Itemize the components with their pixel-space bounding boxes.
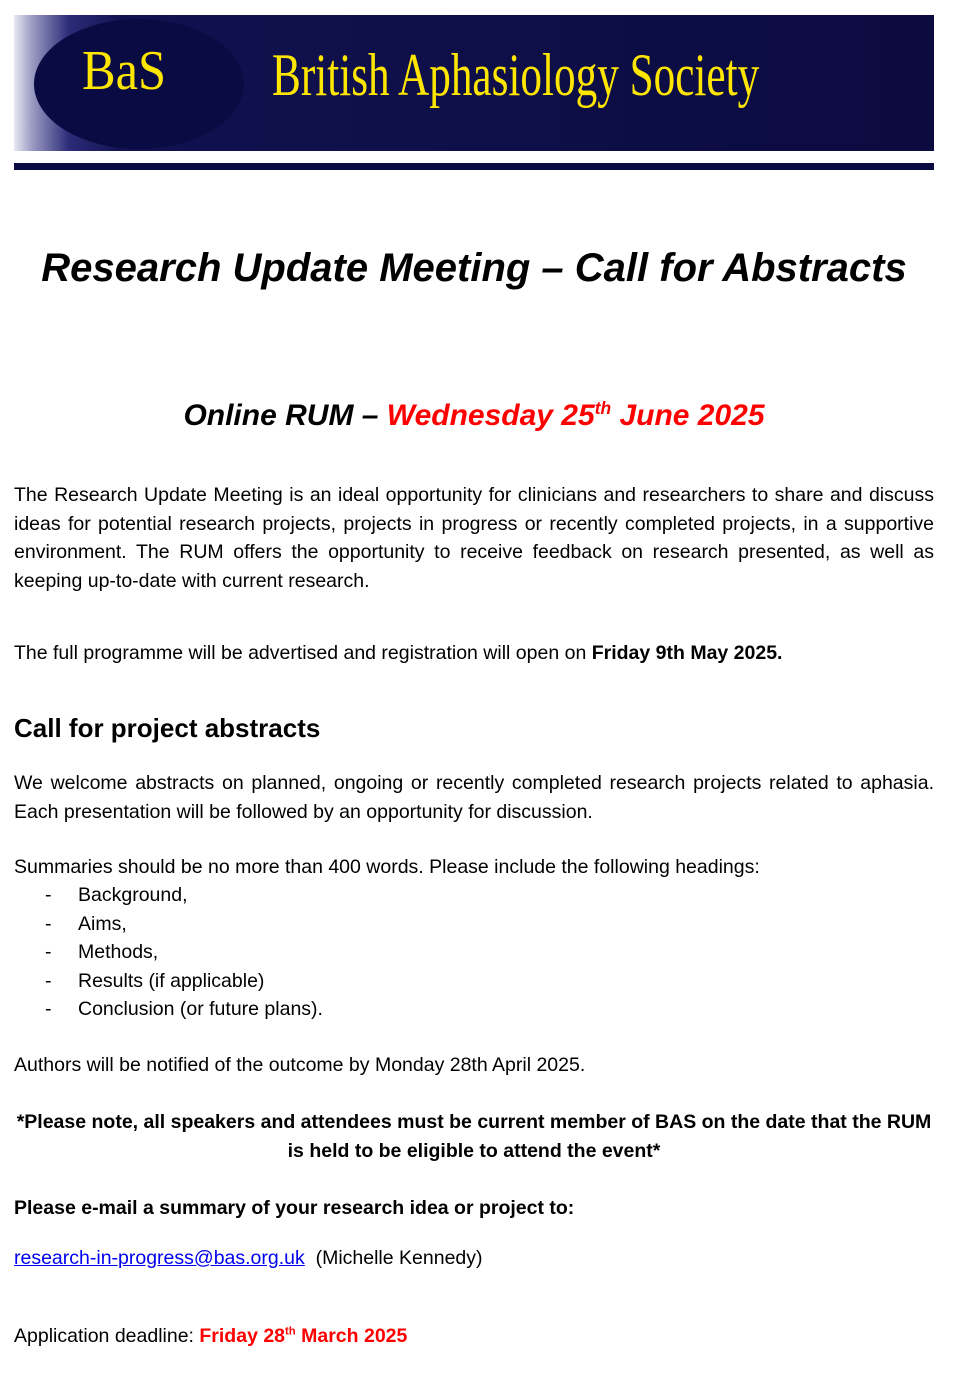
deadline-line <box>14 1322 934 1351</box>
society-banner <box>14 15 934 151</box>
intro-paragraph: The Research Update Meeting is an ideal opportunity for clinicians and researchers to share and discuss ideas for potential research projects, projects in progress or recently completed projects, in a supportive environment. The RUM offers the opportunity to receive feedback on research presented, as well as keeping up-to-date with current research. <box>14 484 934 592</box>
membership-note: *Please note, all speakers and attendees must be current member of BAS on the date that the RUM is held to be eligible to attend the event* <box>16 1111 932 1162</box>
summary-instructions: Summaries should be no more than 400 words. Please include the following headings: <box>14 856 760 878</box>
society-logo: BaS <box>82 40 167 102</box>
outcome-paragraph: Authors will be notified of the outcome by Monday 28th April 2025. <box>14 1054 586 1076</box>
list-item: - Results (if applicable) <box>45 969 265 992</box>
required-headings-list <box>14 881 323 1024</box>
deadline-date: Friday 28th March 2025 <box>199 1325 408 1347</box>
list-item: - Conclusion (or future plans). <box>45 998 323 1020</box>
list-item: - Aims, <box>45 912 127 935</box>
contact-line <box>14 1244 934 1273</box>
society-name: British Aphasiology Society <box>272 42 760 108</box>
call-paragraph: We welcome abstracts on planned, ongoing or recently completed research projects related to aphasia. Each presentation will be followed by an opportunity for discussion. <box>14 772 934 823</box>
event-date: Wednesday 25th June 2025 <box>386 398 765 432</box>
list-item: - Background, <box>45 884 188 906</box>
list-item: - Methods, <box>45 941 159 963</box>
contact-email-link[interactable]: research-in-progress@bas.org.uk <box>14 1247 305 1269</box>
banner-divider <box>14 163 934 170</box>
call-heading: Call for project abstracts <box>14 713 321 743</box>
event-type: Online RUM – <box>183 399 387 432</box>
contact-name: (Michelle Kennedy) <box>315 1247 483 1269</box>
registration-date: Friday 9th May 2025. <box>591 642 783 664</box>
email-prompt: Please e-mail a summary of your research idea or project to: <box>14 1197 575 1219</box>
registration-paragraph: The full programme will be advertised and registration will open on Friday 9th May 2025. <box>14 642 783 664</box>
page-title: Research Update Meeting – Call for Abstracts <box>41 246 907 290</box>
deadline-label: Application deadline: <box>14 1325 200 1347</box>
event-subtitle <box>14 396 934 436</box>
